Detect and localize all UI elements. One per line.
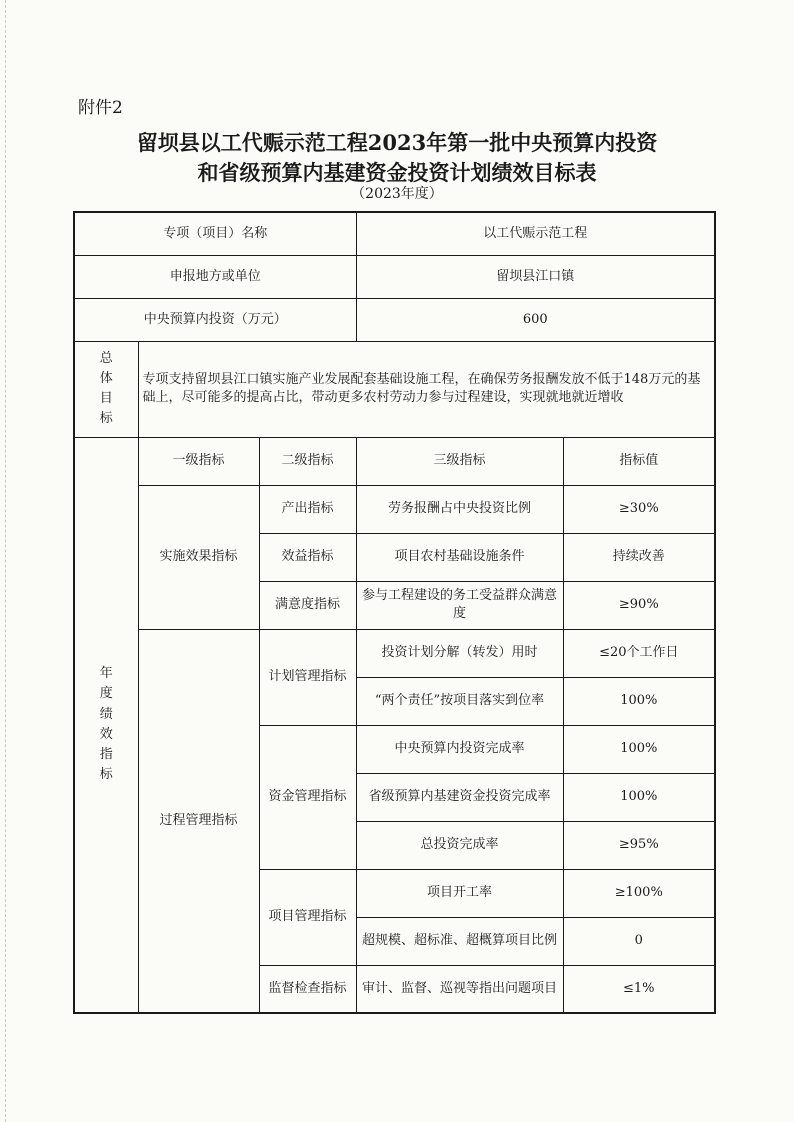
indicator-name: 劳务报酬占中央投资比例 — [356, 485, 563, 533]
annual-indicators-label: 年 度 绩 效 指 标 — [74, 437, 138, 1013]
indicator-name: 审计、监督、巡视等指出问题项目 — [356, 965, 563, 1013]
indicator-value: ≥90% — [563, 581, 715, 629]
table-row — [74, 629, 715, 677]
project-name-value: 以工代赈示范工程 — [356, 212, 715, 255]
investment-value: 600 — [356, 298, 715, 341]
column-header-value: 指标值 — [563, 437, 715, 485]
level2-plan: 计划管理指标 — [259, 629, 356, 725]
table-row — [74, 255, 715, 298]
indicator-name: 省级预算内基建资金投资完成率 — [356, 773, 563, 821]
unit-label: 申报地方或单位 — [74, 255, 356, 298]
level2-satisfaction: 满意度指标 — [259, 581, 356, 629]
indicator-value: ≥30% — [563, 485, 715, 533]
table-row — [74, 485, 715, 533]
project-name-label: 专项（项目）名称 — [74, 212, 356, 255]
level2-output: 产出指标 — [259, 485, 356, 533]
table-row — [74, 437, 715, 485]
indicator-name: 参与工程建设的务工受益群众满意度 — [356, 581, 563, 629]
investment-label: 中央预算内投资（万元） — [74, 298, 356, 341]
table-row — [74, 341, 715, 437]
column-header-level1: 一级指标 — [138, 437, 259, 485]
level2-supervision: 监督检查指标 — [259, 965, 356, 1013]
indicator-name: 中央预算内投资完成率 — [356, 725, 563, 773]
column-header-level3: 三级指标 — [356, 437, 563, 485]
title-line-2: 和省级预算内基建资金投资计划绩效目标表 — [197, 160, 597, 185]
title-line-1: 留坝县以工代赈示范工程2023年第一批中央预算内投资 — [136, 130, 658, 155]
indicator-value: ≤20个工作日 — [563, 629, 715, 677]
level1-implementation: 实施效果指标 — [138, 485, 259, 629]
indicator-value: ≥95% — [563, 821, 715, 869]
indicator-value: 100% — [563, 773, 715, 821]
column-header-level2: 二级指标 — [259, 437, 356, 485]
indicator-name: 项目农村基础设施条件 — [356, 533, 563, 581]
indicator-value: ≥100% — [563, 869, 715, 917]
indicator-name: 总投资完成率 — [356, 821, 563, 869]
overall-goal-text: 专项支持留坝县江口镇实施产业发展配套基础设施工程，在确保劳务报酬发放不低于148万元的基础上，尽可能多的提高占比，带动更多农村劳动力参与过程建设，实现就地就近增收 — [138, 341, 715, 437]
level2-project: 项目管理指标 — [259, 869, 356, 965]
indicator-value: 0 — [563, 917, 715, 965]
attachment-label: 附件2 — [78, 98, 123, 118]
indicator-name: 项目开工率 — [356, 869, 563, 917]
indicator-name: 超规模、超标准、超概算项目比例 — [356, 917, 563, 965]
level1-process: 过程管理指标 — [138, 629, 259, 1013]
indicator-value: ≤1% — [563, 965, 715, 1013]
level2-benefit: 效益指标 — [259, 533, 356, 581]
unit-value: 留坝县江口镇 — [356, 255, 715, 298]
indicator-value: 100% — [563, 725, 715, 773]
performance-table — [73, 211, 716, 1014]
indicator-name: 投资计划分解（转发）用时 — [356, 629, 563, 677]
indicator-value: 持续改善 — [563, 533, 715, 581]
indicator-name: “两个责任”按项目落实到位率 — [356, 677, 563, 725]
table-row — [74, 298, 715, 341]
table-row — [74, 212, 715, 255]
overall-goal-label: 总 体 目 标 — [74, 341, 138, 437]
year-note: （2023年度） — [351, 186, 443, 202]
indicator-value: 100% — [563, 677, 715, 725]
level2-fund: 资金管理指标 — [259, 725, 356, 869]
